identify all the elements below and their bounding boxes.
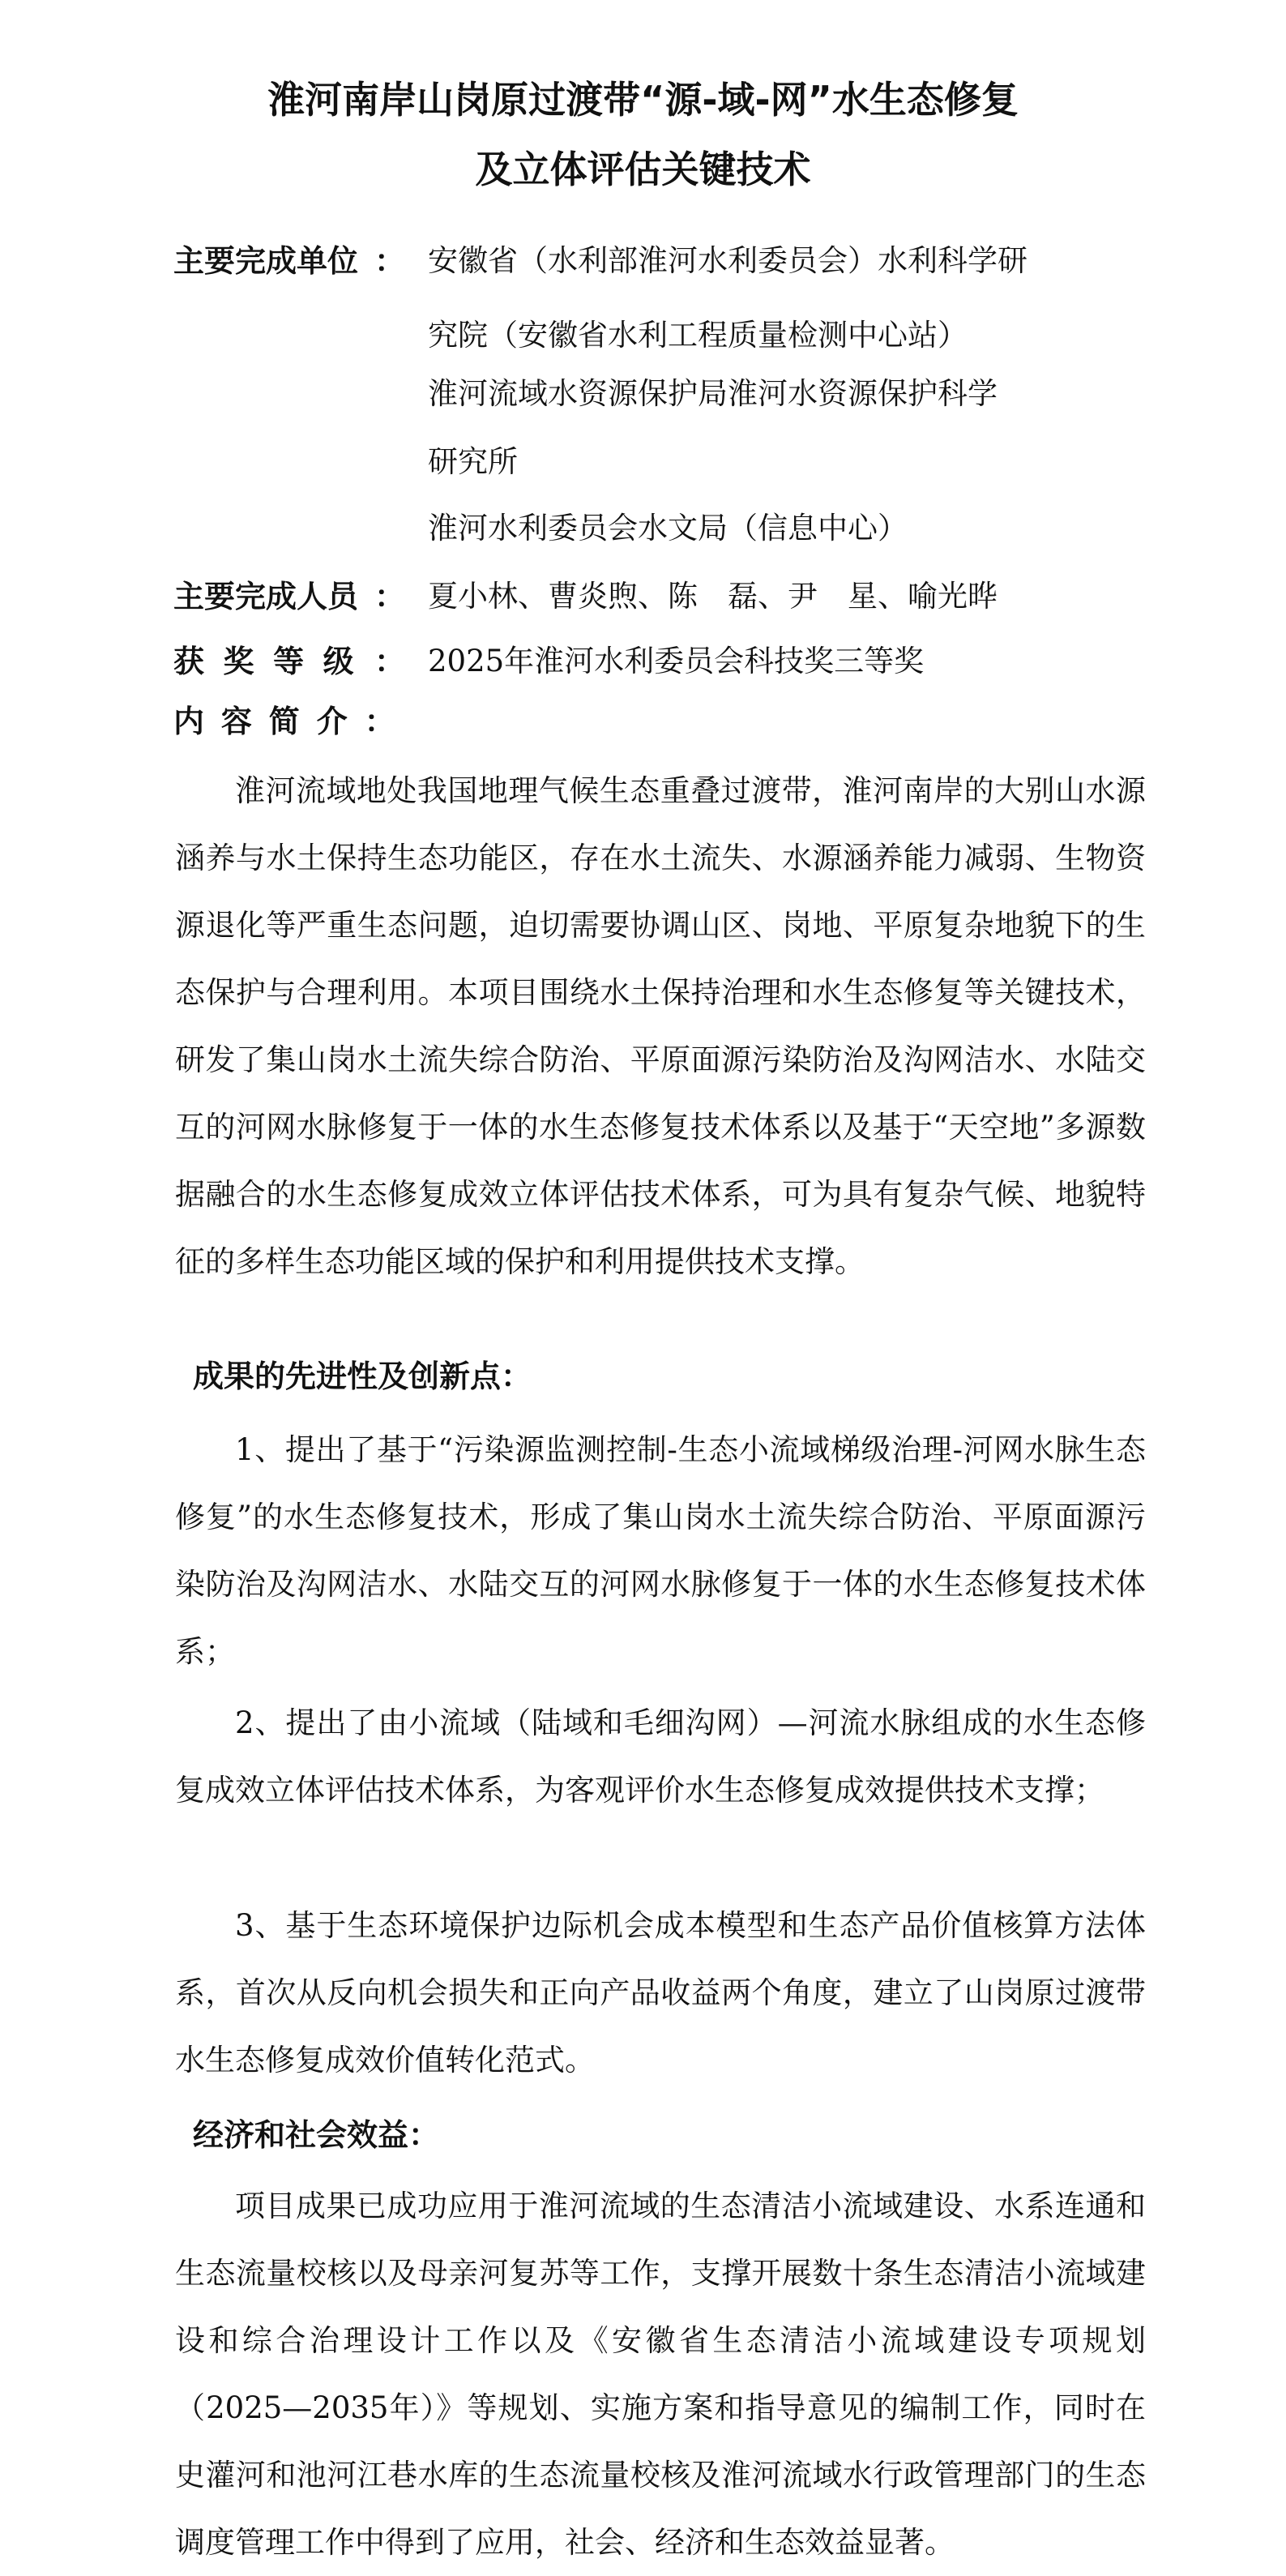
award-value: 2025年淮河水利委员会科技奖三等奖 (428, 644, 925, 678)
summary-paragraph: 淮河流域地处我国地理气候生态重叠过渡带，淮河南岸的大别山水源涵养与水土保持生态功能区，存在水土流失、水源涵养能力减弱、生物资源退化等严重生态问题，迫切需要协调山区、岗地、平原复杂地貌下的生态保护与合理利用。本项目围绕水土保持治理和水生态修复等关键技术，研发了集山岗水土流失综合防治、平原面源污染防治及沟网洁水、水陆交互的河网水脉修复于一体的水生态修复技术体系以及基于“天空地”多源数据融合的水生态修复成效立体评估技术体系，可为具有复杂气候、地貌特征的多样生态功能区域的保护和利用提供技术支撑。 (175, 773, 1146, 1279)
document-title-line1: 淮河南岸山岗原过渡带“源-域-网”水生态修复 (267, 78, 1019, 122)
people-value: 夏小林、曹炎煦、陈 磊、尹 星、喻光晔 (428, 579, 998, 614)
document-title-line2: 及立体评估关键技术 (475, 148, 811, 191)
summary-label: 内容简介： (173, 703, 412, 739)
unit-line: 淮河水利委员会水文局（信息中心） (428, 511, 908, 546)
innovation-item: 2、提出了由小流域（陆域和毛细沟网）—河流水脉组成的水生态修复成效立体评估技术体系，为客观评价水生态修复成效提供技术支撑； (175, 1705, 1146, 1808)
innovation-item: 3、基于生态环境保护边际机会成本模型和生态产品价值核算方法体系，首次从反向机会损失和正向产品收益两个角度，建立了山岗原过渡带水生态修复成效价值转化范式。 (175, 1908, 1146, 2077)
units-colon: ： (374, 242, 406, 279)
units-label: 主要完成单位 (173, 242, 359, 279)
innovation-item: 1、提出了基于“污染源监测控制-生态小流域梯级治理-河网水脉生态修复”的水生态修复技术，形成了集山岗水土流失综合防治、平原面源污染防治及沟网洁水、水陆交互的河网水脉修复于一体的水生态修复技术体系； (175, 1432, 1146, 1669)
unit-line: 究院（安徽省水利工程质量检测中心站） (428, 318, 968, 353)
unit-line: 研究所 (428, 444, 518, 479)
award-label: 获奖等级 (173, 643, 374, 679)
innovation-heading: 成果的先进性及创新点： (193, 1358, 532, 1394)
unit-line: 淮河流域水资源保护局淮河水资源保护科学 (428, 376, 998, 411)
people-colon: ： (374, 578, 406, 614)
unit-line: 安徽省（水利部淮河水利委员会）水利科学研 (428, 243, 1028, 278)
benefits-paragraph: 项目成果已成功应用于淮河流域的生态清洁小流域建设、水系连通和生态流量校核以及母亲河复苏等工作，支撑开展数十条生态清洁小流域建设和综合治理设计工作以及《安徽省生态清洁小流域建设专项规划（2025—2035年）》等规划、实施方案和指导意见的编制工作，同时在史灌河和池河江巷水库的生态流量校核及淮河流域水行政管理部门的生态调度管理工作中得到了应用，社会、经济和生态效益显著。 (175, 2189, 1146, 2560)
award-colon: ： (374, 643, 406, 679)
benefits-heading: 经济和社会效益： (193, 2116, 440, 2153)
people-label: 主要完成人员 (173, 578, 359, 614)
